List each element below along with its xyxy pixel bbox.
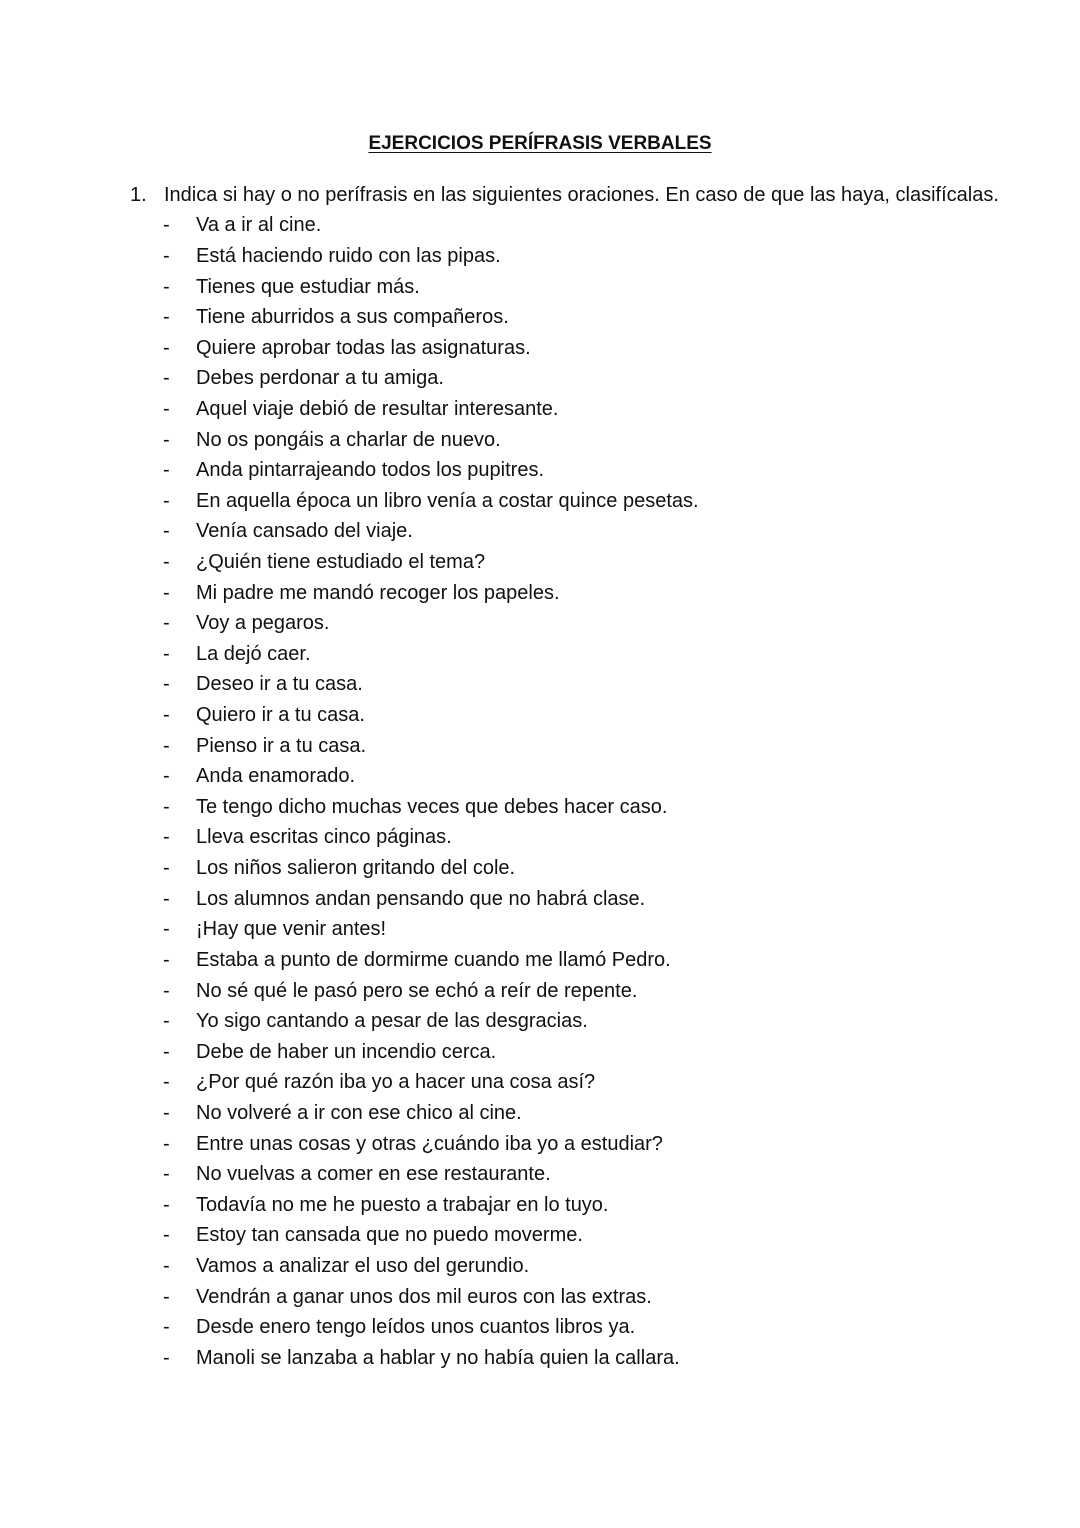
list-bullet: - — [163, 459, 170, 482]
sentence-text: Estaba a punto de dormirme cuando me llamó Pedro. — [196, 948, 671, 971]
sentence-text: No os pongáis a charlar de nuevo. — [196, 428, 501, 451]
sentence-text: Quiere aprobar todas las asignaturas. — [196, 336, 531, 359]
sentence-text: Estoy tan cansada que no puedo moverme. — [196, 1224, 583, 1247]
sentence-text: En aquella época un libro venía a costar quince pesetas. — [196, 489, 699, 512]
list-bullet: - — [163, 1224, 170, 1247]
list-item — [130, 700, 1030, 731]
list-bullet: - — [163, 214, 170, 237]
list-bullet: - — [163, 1255, 170, 1278]
list-bullet: - — [163, 857, 170, 880]
list-bullet: - — [163, 612, 170, 635]
list-item — [130, 1251, 1030, 1282]
exercise-number: 1. — [130, 184, 147, 206]
list-item — [130, 394, 1030, 425]
list-item — [130, 516, 1030, 547]
list-item — [130, 1159, 1030, 1190]
sentence-text: Anda enamorado. — [196, 765, 356, 788]
list-item — [130, 455, 1030, 486]
sentence-text: Tienes que estudiar más. — [196, 275, 420, 298]
sentence-text: Va a ir al cine. — [196, 214, 322, 237]
sentence-text: Anda pintarrajeando todos los pupitres. — [196, 459, 545, 482]
sentence-text: Manoli se lanzaba a hablar y no había quien la callara. — [196, 1346, 680, 1369]
list-item — [130, 1006, 1030, 1037]
sentence-text: Está haciendo ruido con las pipas. — [196, 244, 501, 267]
list-item — [130, 669, 1030, 700]
document-title — [0, 131, 1080, 157]
list-bullet: - — [163, 489, 170, 512]
sentence-text: No volveré a ir con ese chico al cine. — [196, 1101, 522, 1124]
sentence-text: Mi padre me mandó recoger los papeles. — [196, 581, 560, 604]
list-item — [130, 1098, 1030, 1129]
list-item — [130, 1312, 1030, 1343]
list-item — [130, 975, 1030, 1006]
list-bullet: - — [163, 673, 170, 696]
list-bullet: - — [163, 734, 170, 757]
sentence-text: ¡Hay que venir antes! — [196, 918, 387, 941]
list-bullet: - — [163, 918, 170, 941]
list-bullet: - — [163, 1285, 170, 1308]
list-item — [130, 577, 1030, 608]
list-item — [130, 822, 1030, 853]
list-bullet: - — [163, 704, 170, 727]
sentence-text: No vuelvas a comer en ese restaurante. — [196, 1163, 551, 1186]
list-item — [130, 761, 1030, 792]
list-item — [130, 1036, 1030, 1067]
list-bullet: - — [163, 1193, 170, 1216]
sentence-text: La dejó caer. — [196, 642, 311, 665]
sentence-text: Debes perdonar a tu amiga. — [196, 367, 444, 390]
sentence-text: Vendrán a ganar unos dos mil euros con las extras. — [196, 1285, 652, 1308]
list-item — [130, 1128, 1030, 1159]
sentence-text: Vamos a analizar el uso del gerundio. — [196, 1255, 530, 1278]
list-item — [130, 1343, 1030, 1374]
list-bullet: - — [163, 1132, 170, 1155]
list-bullet: - — [163, 428, 170, 451]
sentence-text: Tiene aburridos a sus compañeros. — [196, 306, 509, 329]
list-item — [130, 914, 1030, 945]
sentence-text: Todavía no me he puesto a trabajar en lo tuyo. — [196, 1193, 609, 1216]
list-bullet: - — [163, 1101, 170, 1124]
list-item — [130, 363, 1030, 394]
list-item — [130, 1190, 1030, 1221]
list-item — [130, 1281, 1030, 1312]
sentence-text: Yo sigo cantando a pesar de las desgracias. — [196, 1010, 588, 1033]
sentence-text: Los niños salieron gritando del cole. — [196, 857, 516, 880]
list-item — [130, 241, 1030, 272]
list-bullet: - — [163, 887, 170, 910]
list-item — [130, 332, 1030, 363]
list-bullet: - — [163, 979, 170, 1002]
list-bullet: - — [163, 275, 170, 298]
list-item — [130, 945, 1030, 976]
list-bullet: - — [163, 948, 170, 971]
list-item — [130, 853, 1030, 884]
list-item — [130, 1067, 1030, 1098]
sentence-text: Voy a pegaros. — [196, 612, 330, 635]
list-item — [130, 730, 1030, 761]
list-bullet: - — [163, 1316, 170, 1339]
list-bullet: - — [163, 1071, 170, 1094]
list-bullet: - — [163, 826, 170, 849]
list-item — [130, 1220, 1030, 1251]
sentence-text: Deseo ir a tu casa. — [196, 673, 363, 696]
list-item — [130, 424, 1030, 455]
list-item — [130, 302, 1030, 333]
exercise-1 — [130, 180, 1030, 1373]
sentence-text: Aquel viaje debió de resultar interesante. — [196, 397, 559, 420]
sentence-text: Lleva escritas cinco páginas. — [196, 826, 452, 849]
document-title-text: EJERCICIOS PERÍFRASIS VERBALES — [368, 133, 712, 154]
sentence-text: Te tengo dicho muchas veces que debes hacer caso. — [196, 795, 668, 818]
list-item — [130, 792, 1030, 823]
sentence-text: Entre unas cosas y otras ¿cuándo iba yo a estudiar? — [196, 1132, 663, 1155]
sentence-text: Pienso ir a tu casa. — [196, 734, 367, 757]
exercise-heading — [130, 180, 1030, 210]
sentence-text: Los alumnos andan pensando que no habrá clase. — [196, 887, 646, 910]
list-bullet: - — [163, 397, 170, 420]
exercise-instruction: Indica si hay o no perífrasis en las siguientes oraciones. En caso de que las haya, clasifícalas. — [164, 184, 999, 206]
list-bullet: - — [163, 581, 170, 604]
sentence-text: Quiero ir a tu casa. — [196, 704, 365, 727]
list-bullet: - — [163, 1163, 170, 1186]
list-bullet: - — [163, 765, 170, 788]
list-bullet: - — [163, 1346, 170, 1369]
list-item — [130, 210, 1030, 241]
list-item — [130, 485, 1030, 516]
sentence-list — [130, 210, 1030, 1373]
list-item — [130, 639, 1030, 670]
list-item — [130, 271, 1030, 302]
sentence-text: ¿Quién tiene estudiado el tema? — [196, 551, 486, 573]
sentence-text: Debe de haber un incendio cerca. — [196, 1040, 497, 1063]
list-bullet: - — [163, 244, 170, 267]
list-item — [130, 547, 1030, 578]
list-bullet: - — [163, 520, 170, 543]
list-bullet: - — [163, 1010, 170, 1033]
sentence-text: ¿Por qué razón iba yo a hacer una cosa así? — [196, 1071, 596, 1094]
sentence-text: Venía cansado del viaje. — [196, 520, 413, 543]
sentence-text: No sé qué le pasó pero se echó a reír de repente. — [196, 979, 638, 1002]
list-item — [130, 883, 1030, 914]
list-bullet: - — [163, 1040, 170, 1063]
list-item — [130, 608, 1030, 639]
list-bullet: - — [163, 306, 170, 329]
list-bullet: - — [163, 795, 170, 818]
sentence-text: Desde enero tengo leídos unos cuantos libros ya. — [196, 1316, 636, 1339]
list-bullet: - — [163, 551, 170, 573]
list-bullet: - — [163, 642, 170, 665]
list-bullet: - — [163, 336, 170, 359]
list-bullet: - — [163, 367, 170, 390]
